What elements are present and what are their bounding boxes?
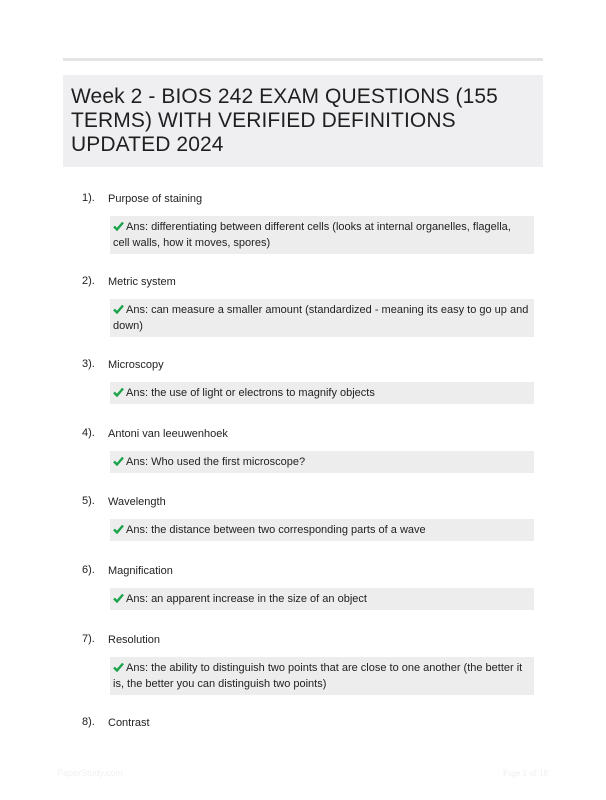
question-number: 5). [82,495,95,507]
question-number: 7). [82,633,95,645]
answer-text: Ans: an apparent increase in the size of an object [126,593,367,605]
answer-text: Ans: the use of light or electrons to magnify objects [126,387,375,399]
document-title: Week 2 - BIOS 242 EXAM QUESTIONS (155 TERMS) WITH VERIFIED DEFINITIONS UPDATED 2024 [71,85,498,156]
title-banner [63,75,543,167]
question-term: Wavelength [108,496,166,508]
question-number: 2). [82,275,95,287]
question-term: Contrast [108,717,150,729]
question-term: Magnification [108,565,173,577]
question-term: Resolution [108,634,160,646]
answer-box [110,216,534,254]
answer-box [110,382,534,404]
answer-text: Ans: the ability to distinguish two points that are close to one another (the better it is, the better you can distinguish two points) [113,662,523,690]
answer-box [110,451,534,473]
top-divider [63,58,543,61]
answer-text: Ans: differentiating between different cells (looks at internal organelles, flagella, cell walls, how it moves, spores) [113,221,511,249]
footer-page-number: Page 1 of 18 [502,768,548,778]
check-icon [113,221,124,231]
question-term: Microscopy [108,359,164,371]
check-icon [113,304,124,314]
check-icon [113,524,124,534]
question-term: Antoni van leeuwenhoek [108,428,228,440]
check-icon [113,593,124,603]
answer-text: Ans: can measure a smaller amount (standardized - meaning its easy to go up and down) [113,304,529,332]
question-term: Purpose of staining [108,193,203,205]
question-number: 1). [82,192,95,204]
check-icon [113,387,124,397]
answer-box [110,519,534,541]
question-number: 6). [82,564,95,576]
question-number: 3). [82,358,95,370]
footer-site-watermark: PaperStudy.com [57,768,123,778]
question-number: 4). [82,427,95,439]
check-icon [113,662,124,672]
answer-box [110,657,534,695]
answer-text: Ans: Who used the first microscope? [126,456,306,468]
answer-box [110,299,534,337]
answer-text: Ans: the distance between two corresponding parts of a wave [126,524,426,536]
question-number: 8). [82,716,95,728]
question-term: Metric system [108,276,176,288]
answer-box [110,588,534,610]
check-icon [113,456,124,466]
